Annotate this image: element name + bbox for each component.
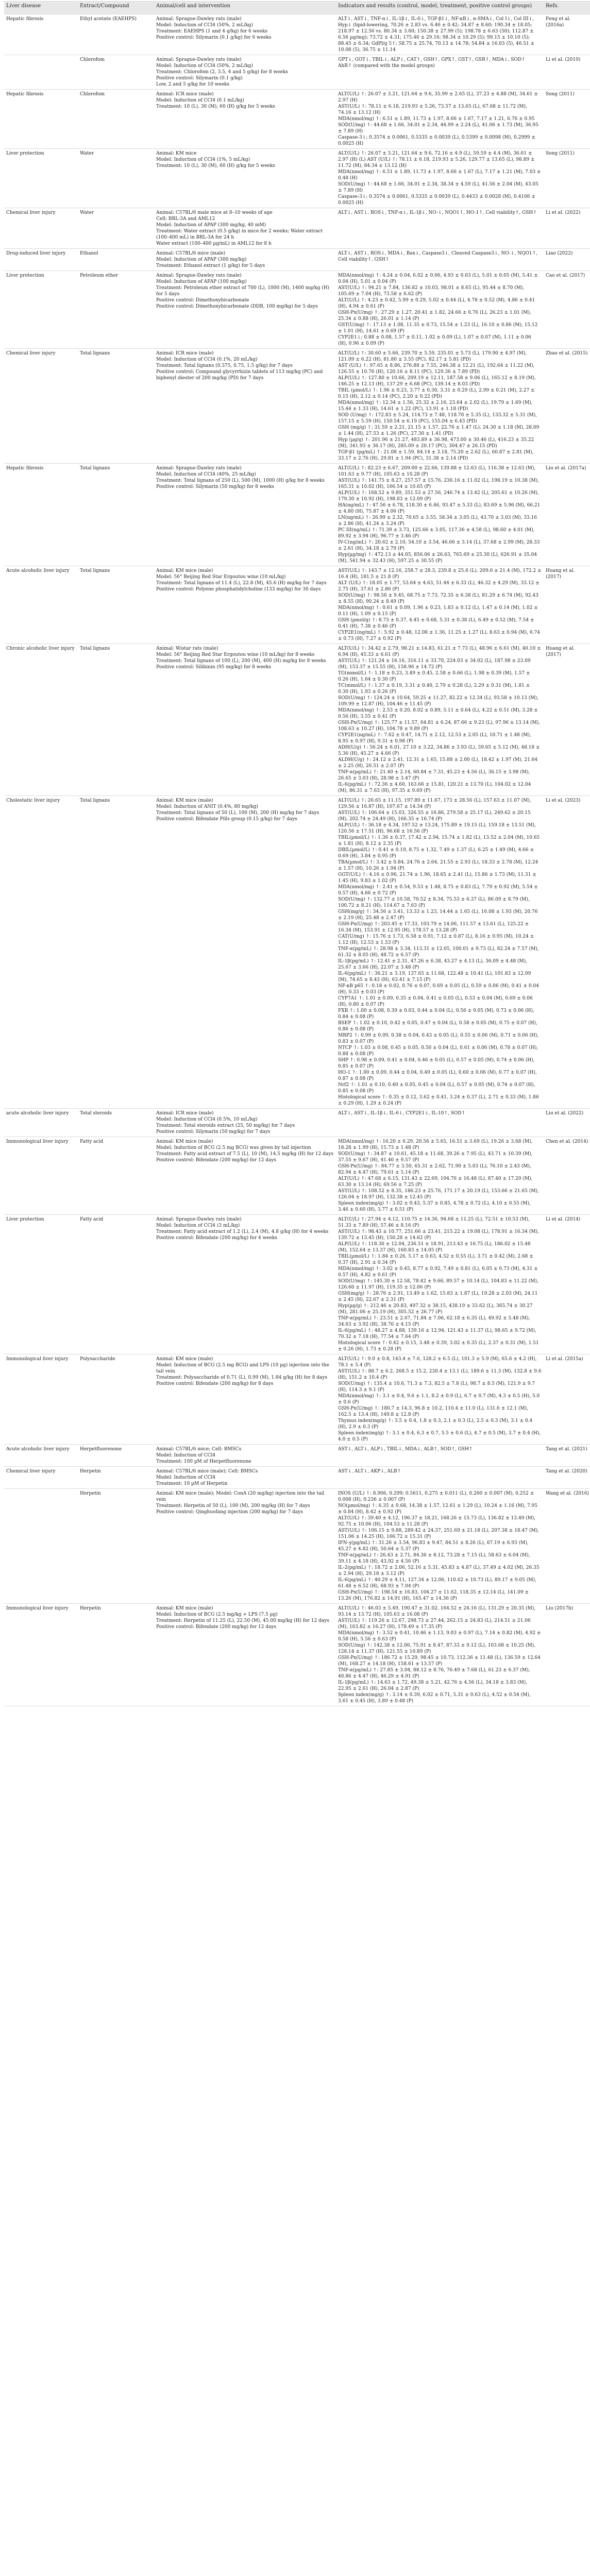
table-row bbox=[4, 249, 590, 271]
row-extract: Total lignans bbox=[80, 351, 110, 356]
table-row bbox=[4, 90, 590, 149]
row-extract: Fatty acid bbox=[80, 1139, 104, 1144]
row-refs: Song (2011) bbox=[546, 151, 575, 156]
row-extract-cell bbox=[78, 1604, 154, 1706]
row-results-cell bbox=[336, 1354, 544, 1445]
row-refs-cell bbox=[544, 1354, 590, 1445]
row-results: ALT(U/L) ↑: 26.65 ± 11.15, 197.89 ± 11.67, 173 ± 28.56 (L), 157.63 ± 11.07 (M), 129.56 ± 16.87 (H), 107.67 ± 14.34 (P) AST(U/L) ↑: 106.64 ± 15.03, 326.55 ± 16.86, 279.58 ± 25.17 (L), 249.62 ± 20.15 (M), 202.74 ± 24.49 (H), 166.35 ± 16.74 (P) ALP(U/L) ↑: 36.18 ± 4.34, 197.52 ± 13.24, 175.89 ± 19.15 (L), 159.18 ± 13.51 (M), 120.56 ± 17.51 (H), 96.68 ± 16.56 (P) TBIL(µmol/L) ↑: 1.36 ± 0.37, 17.42 ± 2.94, 15.74 ± 1.82 (L), 13.52 ± 2.04 (M), 10.65 ± 1.81 (H), 8.12 ± 2.35 (P) DBIL(µmol/L) ↑: 0.41 ± 0.19, 8.75 ± 1.32, 7.49 ± 1.37 (L), 6.25 ± 1.49 (M), 4.66 ± 0.69 (H), 3.84 ± 0.95 (P) TBA(µmol/L) ↑: 3.42 ± 0.84, 24.76 ± 2.64, 21.55 ± 2.93 (L), 18.33 ± 2.78 (M), 12.24 ± 1.57 (H), 10.26 ± 1.94 (P) GGT(U/L) ↑: 4.16 ± 0.96, 21.74 ± 1.96, 18.65 ± 2.41 (L), 15.86 ± 1.73 (M), 11.31 ± 1.45 (H), 9.83 ± 1.02 (P) MDA(nmol/mg) ↑: 2.41 ± 0.54, 9.53 ± 1.48, 8.75 ± 0.83 (L), 7.79 ± 0.92 (M), 5.54 ± 0.57 (H), 4.66 ± 0.72 (P) SOD(U/mg) ↑: 132.77 ± 10.58, 70.52 ± 8.34, 75.53 ± 6.37 (L), 86.09 ± 8.79 (M), 100.72 ± 8.21 (H), 114.67 ± 7.63 (P) GSH(mg/g) ↑: 34.56 ± 3.41, 13.33 ± 1.23, 14.44 ± 1.65 (L), 16.08 ± 1.93 (M), 20.76 ± 2.19 (H), 25.48 ± 2.47 (P) GSH-Px(U/mg) ↑: 203.45 ± 17.33, 103.79 ± 14.06, 111.57 ± 13.61 (L), 125.22 ± 16.34 (M), 153.91 ± 12.95 (H), 178.57 ± 13.28 (P) CAT(U/mg) ↑: 15.76 ± 1.73, 6.58 ± 0.91, 7.12 ± 0.87 (L), 8.16 ± 0.95 (M), 10.24 ± 1.12 (H), 12.53 ± 1.53 (P) TNF-α(pg/mL) ↑: 28.98 ± 3.34, 113.31 ± 12.05, 100.01 ± 9.73 (L), 82.24 ± 7.57 (M), 61.32 ± 8.05 (H), 48.72 ± 6.57 (P) IL-1β(pg/mL) ↑: 12.41 ± 2.31, 47.26 ± 6.38, 43.27 ± 4.13 (L), 36.09 ± 4.48 (M), 25.67 ± 3.66 (H), 22.07 ± 3.48 (P) IL-6(pg/mL) ↑: 36.21 ± 3.19, 137.65 ± 11.68, 122.48 ± 10.41 (L), 101.83 ± 12.09 (M), 74.65 ± 8.43 (H), 63.41 ± 7.15 (P) NF-κB p65 ↑: 0.18 ± 0.02, 0.76 ± 0.07, 0.69 ± 0.05 (L), 0.59 ± 0.06 (M), 0.41 ± 0.04 (H), 0.33 ± 0.03 (P) CYP7A1 ↑: 1.01 ± 0.09, 0.35 ± 0.04, 0.41 ± 0.05 (L), 0.53 ± 0.04 (M), 0.69 ± 0.06 (H), 0.80 ± 0.07 (P) FXR ↑: 1.00 ± 0.08, 0.39 ± 0.03, 0.44 ± 0.04 (L), 0.56 ± 0.05 (M), 0.73 ± 0.06 (H), 0.84 ± 0.08 (P) BSEP ↑: 1.02 ± 0.10, 0.42 ± 0.05, 0.47 ± 0.04 (L), 0.58 ± 0.05 (M), 0.75 ± 0.07 (H), 0.86 ± 0.08 (P) MRP2 ↑: 0.99 ± 0.09, 0.38 ± 0.04, 0.43 ± 0.05 (L), 0.55 ± 0.06 (M), 0.71 ± 0.06 (H), 0.83 ± 0.07 (P) NTCP ↑: 1.03 ± 0.08, 0.45 ± 0.05, 0.50 ± 0.04 (L), 0.61 ± 0.06 (M), 0.78 ± 0.07 (H), 0.88 ± 0.08 (P) SHP ↑: 0.98 ± 0.09, 0.41 ± 0.04, 0.46 ± 0.05 (L), 0.57 ± 0.05 (M), 0.74 ± 0.06 (H), 0.85 ± 0.07 (P) HO-1 ↑: 1.00 ± 0.09, 0.44 ± 0.04, 0.49 ± 0.05 (L), 0.60 ± 0.06 (M), 0.77 ± 0.07 (H), 0.87 ± 0.08 (P) Nrf2 ↑: 1.01 ± 0.10, 0.40 ± 0.05, 0.45 ± 0.04 (L), 0.57 ± 0.05 (M), 0.74 ± 0.07 (H), 0.85 ± 0.08 (P) Histological score ↑: 0.35 ± 0.12, 3.62 ± 0.41, 3.24 ± 0.37 (L), 2.71 ± 0.33 (M), 1.86 ± 0.29 (H), 1.29 ± 0.24 (P) bbox=[338, 798, 540, 1106]
row-results: ALT(U/L) ↑: 26.07 ± 3.21, 121.64 ± 9.6, 72.16 ± 4.9 (L), 59.59 ± 4.4 (M), 36.61 ± 2.97 (H) (L) AST (U/L) ↑: 78.11 ± 6.18, 219.93 ± 5.26, 129.77 ± 13.65 (L), 98.89 ± 11.72 (M), 84.34 ± 13.12 (H) MDA(nmol/mg) ↑: 6.51 ± 1.89, 11.73 ± 1.97, 8.66 ± 1.67 (L), 7.17 ± 1.21 (M), 7.03 ± 0.48 (H) SOD(U/mg) ↑: 44.68 ± 1.66, 34.01 ± 2.34, 38.34 ± 4.59 (L), 41.56 ± 2.04 (M), 43.05 ± 7.89 (H) Caspase-3↓; 0.3574 ± 0.0061, 0.5335 ± 0.0039 (L), 0.4433 ± 0.0028 (M), 0.4106 ± 0.0025 (H) bbox=[338, 151, 541, 206]
row-results: MDA(nmol/mg) ↑: 16.20 ± 6.29, 20.56 ± 5.65, 16.51 ± 3.69 (L), 19.26 ± 3.68 (M), 18.28 ± 1.99 (H), 15.73 ± 1.48 (P) SOD(U/mg) ↑: 34.87 ± 10.61, 45.18 ± 11.68, 39.26 ± 7.95 (L), 43.71 ± 10.39 (M), 37.55 ± 9.67 (H), 41.40 ± 9.57 (P) GSH-Px(U/mg) ↑: 84.77 ± 3.50, 65.31 ± 2.62, 71.90 ± 5.03 (L), 76.10 ± 2.43 (M), 82.94 ± 4.47 (H), 79.61 ± 5.14 (P) ALT(U/L) ↑: 47.68 ± 6.15, 131.43 ± 22.69, 104.76 ± 16.48 (L), 87.40 ± 17.20 (M), 63.30 ± 13.14 (H), 69.56 ± 7.25 (P) AST(U/L) ↑: 108.52 ± 8.35, 186.23 ± 25.76, 171.17 ± 20.19 (L), 153.66 ± 21.65 (M), 126.04 ± 18.97 (H), 132.38 ± 12.45 (P) Spleen index(mg/g) ↑: 3.02 ± 0.43, 5.37 ± 0.85, 4.78 ± 0.72 (L), 4.10 ± 0.55 (M), 3.46 ± 0.60 (H), 3.77 ± 0.51 (P) bbox=[338, 1139, 539, 1212]
row-intervention: Animal: Sprague-Dawley rats (male) Model: Induction of CCl4 (50%, 2 mL/kg) Treatment: Chlorofom (2, 3.5, 4 and 5 g/kg) for 8 weeks Positive control: Silymarin (0.1 g/kg) Low, 2 and 5 g/kg for 10 weeks bbox=[156, 57, 288, 87]
row-refs-cell bbox=[544, 208, 590, 249]
row-intervention-cell bbox=[154, 271, 336, 349]
row-extract: Herpetin bbox=[80, 1491, 101, 1496]
row-extract: Chlorofom bbox=[80, 57, 105, 62]
table-row bbox=[4, 566, 590, 644]
row-extract-cell bbox=[78, 464, 154, 566]
row-results: ALT(U/L) ↑: 26.07 ± 3.21, 121.64 ± 9.6, 35.99 ± 2.65 (L), 37.23 ± 4.88 (M), 34.61 ± 2.97 (H) AST(U/L) ↑: 78.11 ± 6.18, 219.93 ± 5.26, 73.57 ± 13.65 (L), 67.68 ± 11.72 (M), 74.16 ± 13.12 (H) MDA(nmol/mg) ↑: 6.51 ± 1.89, 11.73 ± 1.97, 8.66 ± 1.67, 7.17 ± 1.21, 6.76 ± 0.95 SOD(U/mg) ↑: 44.68 ± 1.66, 34.01 ± 2.34, 44.99 ± 2.24 (L), 41.06 ± 1.73 (M), 36.95 ± 7.89 (H) Caspase-3↓; 0.3574 ± 0.0061, 0.5335 ± 0.0039 (L), 0.5399 ± 0.0098 (M), 0.2999 ± 0.0025 (H) bbox=[338, 92, 538, 146]
row-intervention: Animal: KM mice (male) Model: Induction of BCG (2.5 mg BCG) was given by tail injection Treatment: Fatty acid extract of 7.5 (L), 10 (M), 14.5 mg/kg (H) for 12 days Positive control: Bifendate (200 mg/kg) for 12 days bbox=[156, 1139, 333, 1163]
row-extract-cell bbox=[78, 90, 154, 149]
row-intervention-cell bbox=[154, 1354, 336, 1445]
row-disease: Immunological liver injury bbox=[6, 1357, 69, 1362]
row-intervention-cell bbox=[154, 1489, 336, 1604]
row-extract-cell bbox=[78, 208, 154, 249]
row-intervention-cell bbox=[154, 90, 336, 149]
row-results: ALT(U/L) ↑: 9.0 ± 0.8, 143.4 ± 7.6, 128.2 ± 6.5 (L), 101.3 ± 5.9 (M), 65.6 ± 4.2 (H), 78.1 ± 5.4 (P) AST(U/L) ↑: 88.7 ± 6.2, 268.5 ± 15.2, 230.4 ± 13.1 (L), 189.6 ± 11.3 (M), 132.8 ± 9.6 (H), 151.2 ± 10.4 (P) SOD(U/mg) ↑: 135.4 ± 10.6, 71.3 ± 7.3, 82.5 ± 7.8 (L), 98.7 ± 8.5 (M), 121.9 ± 9.7 (H), 114.3 ± 9.1 (P) MDA(nmol/mg) ↑: 3.1 ± 0.4, 9.6 ± 1.1, 8.2 ± 0.9 (L), 6.7 ± 0.7 (M), 4.3 ± 0.5 (H), 5.0 ± 0.6 (P) GSH-Px(U/mg) ↑: 180.7 ± 14.3, 96.8 ± 10.2, 110.4 ± 11.0 (L), 131.6 ± 12.1 (M), 162.5 ± 13.4 (H), 149.8 ± 12.8 (P) Thymus index(mg/g) ↑: 3.5 ± 0.4, 1.8 ± 0.3, 2.1 ± 0.3 (L), 2.5 ± 0.3 (M), 3.1 ± 0.4 (H), 2.9 ± 0.3 (P) Spleen index(mg/g) ↑: 3.1 ± 0.4, 6.3 ± 0.7, 5.5 ± 0.6 (L), 4.7 ± 0.5 (M), 3.7 ± 0.4 (H), 4.0 ± 0.5 (P) bbox=[338, 1357, 542, 1442]
row-refs-cell bbox=[544, 566, 590, 644]
row-disease-cell bbox=[4, 249, 78, 271]
row-refs: Cao et al. (2017) bbox=[546, 273, 585, 278]
row-intervention: Animal: C57BL/6 mice (male); Cell: BMSCs Model: Induction of CCl4 Treatment: 10 µM of Herpetin bbox=[156, 1469, 258, 1486]
row-disease-cell bbox=[4, 1215, 78, 1354]
row-refs: Li et al. (2022) bbox=[546, 210, 581, 215]
row-disease-cell bbox=[4, 1489, 78, 1604]
row-results: ALT↓, AST↓, TNF-α↓, IL-1β↓, IL-6↓, TGF-β1↓, NF-κB↓, α-SMA↓, Col I↓, Col III↓, Hyp↓ (lipid-lowering, 70.26 ± 2.83 vs. 6.46 ± 0.42; 34.87 ± 8.60; 190.34 ± 18.05; 218.97 ± 12.56 vs. 80.34 ± 3.60; 150.38 ± 27.99 (5); 198.78 ± 6.63 (50); 112.87 ± 6.56 µg/mg); 73.72 ± 4.31; 175.46 ± 29.16; 98.34 ± 10.29 (5); 99.15 ± 10.10 (5); 88.45 ± 6.34; GdPl/g 5↑; 58.75 ± 25.74, 70.13 ± 14.78; 54.84 ± 16.03 (5), 46.51 ± 10.08 (5), 36.75 ± 11.14 bbox=[338, 16, 535, 53]
row-disease: Hepatic fibrosis bbox=[6, 466, 44, 471]
row-results-cell bbox=[336, 55, 544, 90]
row-refs-cell bbox=[544, 90, 590, 149]
table-row bbox=[4, 208, 590, 249]
row-intervention-cell bbox=[154, 644, 336, 796]
row-refs-cell bbox=[544, 14, 590, 55]
row-refs-cell bbox=[544, 1604, 590, 1706]
row-refs: Zhao et al. (2015) bbox=[546, 351, 588, 356]
table-row bbox=[4, 1445, 590, 1467]
table-row bbox=[4, 271, 590, 349]
row-refs: Liu et al. (2022) bbox=[546, 1111, 584, 1116]
row-intervention-cell bbox=[154, 249, 336, 271]
row-intervention-cell bbox=[154, 1604, 336, 1706]
row-intervention: Animal: KM mice (male) Model: Induction of BCG (2.5 mg/kg + LPS (7.5 µg) Treatment: Herpetin of 11.25 (L), 22.50 (M), 45.00 mg/kg (H) for 12 days Positive control: Bifendate (200 mg/kg) for 12 days bbox=[156, 1606, 329, 1630]
row-results-cell bbox=[336, 1445, 544, 1467]
row-intervention-cell bbox=[154, 1445, 336, 1467]
row-results: ALT(U/L) ↑: 30.60 ± 5.66, 239.70 ± 5.59, 235.01 ± 5.73 (L), 179.90 ± 4.97 (M), 121.09 ± 6.22 (H), 81.80 ± 3.55 (PC), 82.17 ± 5.81 (PD) AST (U/L) ↑: 97.65 ± 8.86, 276.88 ± 7.55, 246.38 ± 12.21 (L), 192.64 ± 11.22 (M), 126.55 ± 10.76 (H), 120.16 ± 8.11 (PC), 129.36 ± 7.89 (PD) ALP(U/L) ↑: 127.80 ± 10.66, 209.19 ± 12.11, 187.58 ± 9.06 (L), 165.12 ± 8.19 (M), 146.25 ± 12.13 (H), 137.29 ± 6.68 (PC), 139.14 ± 8.03 (PD) TBIL (µmol/L) ↑: 1.96 ± 0.23, 3.77 ± 0.30, 3.31 ± 0.29 (L), 2.99 ± 0.21 (M), 2.27 ± 0.15 (H), 2.12 ± 0.14 (PC), 2.20 ± 0.22 (PD) MDA(nmol/mg) ↑: 12.34 ± 1.56, 25.32 ± 2.16, 23.64 ± 2.02 (L), 19.79 ± 1.69 (M), 15.44 ± 1.33 (H), 14.61 ± 1.22 (PC), 13.91 ± 1.18 (PD) SOD (U/mg) ↑: 172.83 ± 5.24, 114.73 ± 7.48, 118.70 ± 5.35 (L), 133.32 ± 5.31 (M), 157.15 ± 5.59 (H), 150.54 ± 6.19 (PC), 155.04 ± 6.43 (PD) GSH (mg/g) ↑: 31.59 ± 2.21, 21.15 ± 1.57, 22.76 ± 1.47 (L), 24.30 ± 1.18 (M), 28.09 ± 1.44 (H), 27.53 ± 1.26 (PC), 27.30 ± 1.41 (PD) Hyp (µg/g) ↑: 201.96 ± 21.27, 483.89 ± 36.98, 473.00 ± 30.46 (L), 416.23 ± 35.22 (M), 341.93 ± 36.17 (H), 285.09 ± 20.17 (PC), 304.47 ± 26.15 (PD) TGF-β1 (pg/mL) ↑: 21.08 ± 1.59, 84.14 ± 3.18, 75.20 ± 2.62 (L), 60.87 ± 2.81 (M), 33.17 ± 2.76 (H), 29.81 ± 1.94 (PC), 31.38 ± 2.14 (PD) bbox=[338, 351, 540, 461]
row-disease: Liver protection bbox=[6, 273, 44, 278]
row-intervention: Animal: ICR mice (male) Model: Induction of CCl4 (0.1 mL/kg) Treatment: 10 (L), 30 (M), 60 (H) g/kg for 5 weeks bbox=[156, 92, 275, 109]
row-extract: Total lignans bbox=[80, 798, 110, 803]
table-row bbox=[4, 1215, 590, 1354]
row-refs: Li et al. (2015a) bbox=[546, 1357, 583, 1362]
row-disease: Acute alcoholic liver injury bbox=[6, 1447, 70, 1452]
row-results-cell bbox=[336, 208, 544, 249]
row-extract: Fatty acid bbox=[80, 1217, 104, 1222]
row-refs: Li et al. (2023) bbox=[546, 798, 581, 803]
row-intervention-cell bbox=[154, 1109, 336, 1137]
row-extract-cell bbox=[78, 1467, 154, 1489]
row-disease: Immunological liver injury bbox=[6, 1139, 69, 1144]
row-results: ALT↓, AST↓, ROS↓, TNF-α↓, IL-1β↓, NO-↓, NQO1↑, HO-1↑, Cell viability↑, GSH↑ bbox=[338, 210, 537, 215]
row-disease: acute alcoholic liver injury bbox=[6, 1111, 69, 1116]
row-results: ALT(U/L) ↑: 46.03 ± 5.49, 190.47 ± 31.02, 164.52 ± 24.16 (L), 131.29 ± 20.35 (M), 93.14 ± 13.72 (H), 105.63 ± 16.08 (P) AST(U/L) ↑: 119.26 ± 12.67, 298.73 ± 27.44, 262.15 ± 24.83 (L), 214.51 ± 21.06 (M), 163.82 ± 16.27 (H), 178.49 ± 17.35 (P) MDA(nmol/mg) ↑: 3.52 ± 0.41, 10.46 ± 1.13, 9.03 ± 0.97 (L), 7.14 ± 0.82 (M), 4.92 ± 0.58 (H), 5.56 ± 0.63 (P) SOD(U/mg) ↑: 142.38 ± 12.06, 75.91 ± 8.47, 87.33 ± 9.12 (L), 103.68 ± 10.25 (M), 128.14 ± 11.37 (H), 121.55 ± 10.89 (P) GSH-Px(U/mg) ↑: 186.72 ± 15.29, 98.45 ± 10.73, 112.36 ± 11.48 (L), 136.59 ± 12.64 (M), 168.27 ± 14.18 (H), 158.61 ± 13.57 (P) TNF-α(pg/mL) ↑: 27.85 ± 3.04, 88.12 ± 8.76, 76.49 ± 7.68 (L), 61.23 ± 6.37 (M), 40.86 ± 4.47 (H), 46.29 ± 4.91 (P) IL-1β(pg/mL) ↑: 14.63 ± 1.72, 49.38 ± 5.21, 42.76 ± 4.56 (L), 34.18 ± 3.83 (M), 22.95 ± 2.61 (H), 26.04 ± 2.87 (P) Spleen index(mg/g) ↑: 3.14 ± 0.39, 6.02 ± 0.71, 5.31 ± 0.63 (L), 4.52 ± 0.54 (M), 3.61 ± 0.45 (H), 3.89 ± 0.48 (P) bbox=[338, 1606, 541, 1704]
row-extract: Water bbox=[80, 151, 94, 156]
row-results-cell bbox=[336, 249, 544, 271]
row-results-cell bbox=[336, 349, 544, 464]
row-results-cell bbox=[336, 1489, 544, 1604]
row-extract: Herpetin bbox=[80, 1606, 101, 1611]
row-results: ALT(U/L) ↑: 34.42 ± 2.79, 98.21 ± 14.83, 61.21 ± 7.73 (L), 48.96 ± 6.61 (M), 40.10 ± 6.94 (H), 45.33 ± 6.61 (P) AST(U/L) ↑: 121.24 ± 16.16, 316.11 ± 33.70, 224.03 ± 34.02 (L), 187.98 ± 23.09 (M), 153.37 ± 15.55 (H), 158.96 ± 14.72 (P) TG(mmol/L) ↑: 1.18 ± 0.23, 3.49 ± 0.45, 2.58 ± 0.66 (L), 1.98 ± 0.39 (M), 1.57 ± 0.26 (H), 1.64 ± 0.30 (P) TC(mmol/L) ↑: 1.37 ± 0.19, 3.31 ± 0.40, 2.79 ± 0.28 (L), 2.29 ± 0.31 (M), 1.81 ± 0.30 (H), 1.93 ± 0.26 (P) SOD(U/mg) ↑: 124.24 ± 10.64, 59.25 ± 11.27, 82.22 ± 12.34 (L), 93.58 ± 10.13 (M), 109.99 ± 12.87 (H), 104.46 ± 11.45 (P) MDA(nmol/mg) ↑: 2.53 ± 0.20, 8.02 ± 0.89, 5.11 ± 0.64 (L), 4.22 ± 0.51 (M), 3.28 ± 0.56 (H), 3.55 ± 0.41 (P) GSH-Px(U/mg) ↑: 125.77 ± 11.57, 64.81 ± 6.24, 87.66 ± 9.23 (L), 97.96 ± 13.14 (M), 108.63 ± 10.27 (H), 104.78 ± 9.89 (P) CYP2E1(ng/mL) ↑: 7.62 ± 0.47, 14.71 ± 2.12, 12.53 ± 2.05 (L), 10.71 ± 1.48 (M), 8.95 ± 0.97 (H), 9.31 ± 0.98 (P) ADH(U/g) ↑: 56.24 ± 6.01, 27.10 ± 3.22, 34.86 ± 3.93 (L), 39.65 ± 5.12 (M), 48.18 ± 5.36 (H), 45.27 ± 4.66 (P) ALDH(U/g) ↑: 24.12 ± 2.41, 12.31 ± 1.65, 15.88 ± 2.00 (L), 18.42 ± 1.97 (M), 21.64 ± 2.25 (H), 20.51 ± 2.07 (P) TNF-α(pg/mL) ↑: 21.40 ± 2.14, 60.84 ± 7.31, 45.23 ± 4.56 (L), 36.15 ± 3.98 (M), 26.65 ± 3.03 (H), 28.98 ± 3.47 (P) IL-6(pg/mL) ↑: 72.36 ± 4.60, 163.66 ± 15.81, 120.21 ± 13.70 (L), 104.02 ± 12.04 (M), 86.31 ± 7.63 (H), 97.35 ± 9.69 (P) bbox=[338, 646, 541, 793]
row-refs: Wang et al. (2016) bbox=[546, 1491, 589, 1496]
row-intervention: Animal: Wistar rats (male) Model: 56° Beijing Red Star Ergoutou wine (10 mL/kg) for 8 weeks Treatment: Total lignans of 100 (L), 200 (M), 400 (H) mg/kg for 8 weeks Positive control: Silibinin (95 mg/kg) for 8 weeks bbox=[156, 646, 326, 670]
row-disease: Chemical liver injury bbox=[6, 351, 56, 356]
row-disease: Immunological liver injury bbox=[6, 1606, 69, 1611]
row-results-cell bbox=[336, 1467, 544, 1489]
row-refs-cell bbox=[544, 1137, 590, 1215]
row-extract-cell bbox=[78, 1109, 154, 1137]
row-refs-cell bbox=[544, 349, 590, 464]
row-disease-cell bbox=[4, 1137, 78, 1215]
row-intervention-cell bbox=[154, 55, 336, 90]
row-results: ALT↓, AST↓, IL-1β↓, IL-6↓, CYP2E1↓, IL-10↑, SOD↑ bbox=[338, 1111, 466, 1116]
row-disease-cell bbox=[4, 349, 78, 464]
row-extract: Herpetfluorenone bbox=[80, 1447, 122, 1452]
row-disease-cell bbox=[4, 90, 78, 149]
row-intervention: Animal: KM mice (male); Model: ConA (20 mg/kg) injection into the tail vein Treatment: Herpetin of 50 (L), 100 (M), 200 mg/kg (H) for 7 days Positive control: Qinghuofang injection (200 mg/kg) for 7 days bbox=[156, 1491, 325, 1515]
row-disease-cell bbox=[4, 208, 78, 249]
row-intervention: Animal: ICR mice (male) Model: Induction of CCl4 (0.5%, 10 mL/kg) Treatment: Total steroids extract (25, 50 mg/kg) for 7 days Positive control: Silymarin (50 mg/kg) for 7 days bbox=[156, 1111, 295, 1134]
row-intervention: Animal: ICR mice (male) Model: Induction of CCl4 (0.1%, 20 mL/kg) Treatment: Total lignans (0.375, 0.75, 1.5 g/kg) for 7 days Positive control: Compound glycyrrhizin tablets of 113 mg/kg (PC) and biphenyl diester of 200 mg/kg (PD) for 7 days bbox=[156, 351, 323, 381]
row-extract: Chlorofom bbox=[80, 92, 105, 97]
row-results: ALT(U/L) ↑: 82.23 ± 6.67, 209.00 ± 22.66, 139.88 ± 12.63 (L), 116.38 ± 12.63 (M), 101.63 ± 9.77 (H), 105.63 ± 10.28 (P) AST(U/L) ↑: 141.75 ± 8.27, 257.57 ± 15.76, 236.16 ± 11.02 (L), 198.19 ± 10.38 (M), 165.31 ± 10.02 (H), 166.54 ± 10.65 (P) ALP(U/L) ↑: 168.52 ± 9.89, 351.53 ± 27.56, 246.74 ± 13.42 (L), 205.61 ± 10.26 (M), 179.30 ± 10.92 (H), 198.03 ± 12.09 (P) HA(ng/mL) ↑: 47.56 ± 6.78, 118.30 ± 6.46, 93.47 ± 5.33 (L), 83.69 ± 5.96 (M), 66.21 ± 4.80 (H), 75.87 ± 4.06 (P) LN(ng/mL) ↑: 26.99 ± 2.32, 70.65 ± 3.55, 58.34 ± 3.05 (L), 43.70 ± 3.03 (M), 33.16 ± 2.86 (H), 41.24 ± 3.24 (P) PC III(ng/mL) ↑: 71.39 ± 3.73, 125.66 ± 3.05, 117.36 ± 4.58 (L), 98.60 ± 4.01 (M), 89.92 ± 3.94 (H), 96.77 ± 3.46 (P) IV-C(ng/mL) ↑: 20.62 ± 2.10, 54.10 ± 3.54, 46.66 ± 3.14 (L), 37.68 ± 2.99 (M), 28.33 ± 2.61 (H), 34.18 ± 2.79 (P) Hyp(µg/mg) ↑: 472.13 ± 44.05, 856.06 ± 26.63, 765.69 ± 25.30 (L), 626.91 ± 35.04 (M), 541.94 ± 32.43 (H), 597.25 ± 30.55 (P) bbox=[338, 466, 541, 564]
row-refs-cell bbox=[544, 1445, 590, 1467]
row-disease: Chemical liver injury bbox=[6, 210, 56, 215]
table-row bbox=[4, 1604, 590, 1706]
row-intervention-cell bbox=[154, 349, 336, 464]
row-results: MDA(nmol/mg) ↑: 4.24 ± 0.04, 6.02 ± 0.06, 4.93 ± 0.03 (L), 5.01 ± 0.05 (M), 5.41 ± 0.04 (H), 5.01 ± 0.04 (P) AST(U/L) ↑: 94.21 ± 7.84, 136.82 ± 10.03, 98.01 ± 8.65 (L), 95.44 ± 8.70 (M), 105.69 ± 7.04 (H), 73.58 ± 6.62 (P) ALT(U/L) ↑: 4.23 ± 0.42, 5.99 ± 0.29, 5.02 ± 0.44 (L), 4.78 ± 0.52 (M), 4.86 ± 0.41 (H), 4.94 ± 0.61 (P) GSH-Px(U/mg) ↑: 27.29 ± 1.27, 20.41 ± 1.82, 24.66 ± 0.76 (L), 26.23 ± 1.01 (M), 25.34 ± 0.88 (H), 26.01 ± 1.14 (P) GST(U/mg) ↑: 17.13 ± 1.08, 11.35 ± 0.73, 15.54 ± 1.23 (L), 16.10 ± 0.86 (M), 15.12 ± 1.01 (H), 14.61 ± 0.69 (P) CYP2E1↓; 0.88 ± 0.08, 1.57 ± 0.11, 1.02 ± 0.09 (L), 1.07 ± 0.07 (M), 1.11 ± 0.06 (H), 0.96 ± 0.09 (P) bbox=[338, 273, 538, 346]
table-row bbox=[4, 1109, 590, 1137]
row-disease: Liver protection bbox=[6, 1217, 44, 1222]
row-disease-cell bbox=[4, 464, 78, 566]
row-extract-cell bbox=[78, 566, 154, 644]
row-disease-cell bbox=[4, 271, 78, 349]
row-refs-cell bbox=[544, 1215, 590, 1354]
row-refs-cell bbox=[544, 249, 590, 271]
row-results-cell bbox=[336, 796, 544, 1109]
row-extract: Water bbox=[80, 210, 94, 215]
row-refs: Song (2011) bbox=[546, 92, 575, 97]
row-intervention: Animal: Sprague-Dawley rats (male) Model: Induction of CCl4 (3 mL/kg) Treatment: Fatty acid extract of 1.2 (L), 2.4 (M), 4.8 g/kg (H) for 4 weeks Positive control: Bifendate (200 mg/kg) for 4 weeks bbox=[156, 1217, 329, 1241]
table-body bbox=[4, 14, 590, 1706]
row-disease-cell bbox=[4, 1467, 78, 1489]
row-extract: Polysaccharide bbox=[80, 1357, 115, 1362]
row-refs: Liao (2022) bbox=[546, 251, 573, 256]
row-extract: Petroleum ether bbox=[80, 273, 119, 278]
table-row bbox=[4, 349, 590, 464]
row-results: AST↓, ALT↓, ALP↓, TBIL↓, MDA↓, ALB↑, SOD↑, GSH↑ bbox=[338, 1447, 473, 1452]
row-refs-cell bbox=[544, 644, 590, 796]
row-extract-cell bbox=[78, 1354, 154, 1445]
row-extract-cell bbox=[78, 1445, 154, 1467]
table-row bbox=[4, 1354, 590, 1445]
row-extract: Total lignans bbox=[80, 646, 110, 651]
row-intervention: Animal: C57BL/6 mice (male) Model: Induction of APAP (300 mg/kg) Treatment: Ethanol extract (1 g/kg) for 5 days bbox=[156, 251, 265, 268]
row-intervention: Animal: C57BL/6 mice; Cell: BMSCs Model: Induction of CCl4 Treatment: 100 µM of Herpetfluorenone bbox=[156, 1447, 251, 1464]
table-row bbox=[4, 1467, 590, 1489]
row-refs-cell bbox=[544, 55, 590, 90]
row-disease-cell bbox=[4, 55, 78, 90]
row-intervention-cell bbox=[154, 796, 336, 1109]
table-row bbox=[4, 55, 590, 90]
row-results: AST(U/L) ↑: 143.7 ± 12.16, 258.7 ± 28.3, 239.8 ± 25.6 (L), 209.6 ± 21.4 (M), 172.2 ± 16.4 (H), 181.5 ± 21.8 (P) ALT (U/L) ↑: 18.05 ± 1.77, 53.64 ± 4.63, 51.44 ± 6.33 (L), 46.32 ± 4.29 (M), 33.12 ± 2.75 (H), 37.61 ± 2.86 (P) SOD(U/mg) ↑: 98.56 ± 9.45, 68.75 ± 7.73, 72.35 ± 6.38 (L), 81.29 ± 6.74 (M), 92.43 ± 8.55 (H), 90.24 ± 8.49 (P) MDA(nmol/mg) ↑: 0.61 ± 0.09, 1.96 ± 0.23, 1.83 ± 0.12 (L), 1.47 ± 0.14 (M), 1.02 ± 0.11 (H), 1.09 ± 0.15 (P) GSH (µmol/g) ↑: 8.73 ± 0.37, 4.45 ± 0.68, 5.31 ± 0.38 (L), 6.49 ± 0.52 (M), 7.54 ± 0.41 (H), 7.38 ± 0.46 (P) CYP2E1(ng/mL) ↑: 5.92 ± 0.48, 12.08 ± 1.36, 11.25 ± 1.27 (L), 8.63 ± 0.94 (M), 6.74 ± 0.73 (H), 7.27 ± 0.92 (P) bbox=[338, 568, 542, 641]
row-intervention-cell bbox=[154, 208, 336, 249]
table-row bbox=[4, 1137, 590, 1215]
row-extract: Ethyl acetate (EAEHPS) bbox=[80, 16, 137, 22]
row-disease-cell bbox=[4, 1109, 78, 1137]
row-intervention-cell bbox=[154, 149, 336, 208]
header-refs: Refs. bbox=[544, 2, 590, 14]
header-results: Indicators and results (control, model, treatment, positive control groups) bbox=[336, 2, 544, 14]
row-extract-cell bbox=[78, 1137, 154, 1215]
row-refs-cell bbox=[544, 1109, 590, 1137]
row-disease-cell bbox=[4, 796, 78, 1109]
row-disease-cell bbox=[4, 14, 78, 55]
row-extract-cell bbox=[78, 796, 154, 1109]
row-disease: Cholestatic liver injury bbox=[6, 798, 60, 803]
row-results-cell bbox=[336, 14, 544, 55]
row-intervention-cell bbox=[154, 14, 336, 55]
header-extract: Extract/Compound bbox=[78, 2, 154, 14]
row-results-cell bbox=[336, 149, 544, 208]
row-extract-cell bbox=[78, 349, 154, 464]
row-refs-cell bbox=[544, 1489, 590, 1604]
row-refs-cell bbox=[544, 1467, 590, 1489]
row-results-cell bbox=[336, 1604, 544, 1706]
row-results-cell bbox=[336, 644, 544, 796]
row-refs-cell bbox=[544, 271, 590, 349]
row-results: INOS (U/L) ↑: 8.906, 0.299; 0.5611, 0.275 ± 0.011 (L), 0.260 ± 0.007 (M), 0.252 ± 0.008 (H), 0.236 ± 0.007 (P) NO(µmol/mg) ↑: 6.35 ± 0.68, 14.38 ± 1.57, 12.61 ± 1.29 (L), 10.24 ± 1.16 (M), 7.95 ± 0.84 (H), 8.42 ± 0.92 (P) ALT(U/L) ↑: 39.40 ± 4.12, 196.37 ± 18.21, 168.26 ± 15.73 (L), 136.82 ± 13.49 (M), 92.75 ± 10.06 (H), 104.53 ± 11.28 (P) AST(U/L) ↑: 106.15 ± 9.88, 289.42 ± 24.37, 251.69 ± 21.18 (L), 207.38 ± 18.47 (M), 151.06 ± 14.25 (H), 166.72 ± 15.31 (P) IFN-γ(pg/mL) ↑: 31.26 ± 3.54, 96.83 ± 9.47, 84.51 ± 8.26 (L), 67.19 ± 6.93 (M), 45.27 ± 4.82 (H), 50.64 ± 5.37 (P) TNF-α(pg/mL) ↑: 26.43 ± 2.71, 84.36 ± 8.12, 73.28 ± 7.15 (L), 58.63 ± 6.04 (M), 39.11 ± 4.18 (H), 43.92 ± 4.56 (P) IL-2(pg/mL) ↑: 18.72 ± 2.06, 52.16 ± 5.31, 45.83 ± 4.87 (L), 37.49 ± 4.02 (M), 26.35 ± 2.94 (H), 29.18 ± 3.12 (P) IL-6(pg/mL) ↑: 40.29 ± 4.11, 127.34 ± 12.06, 110.62 ± 10.73 (L), 89.17 ± 9.05 (M), 61.48 ± 6.52 (H), 68.93 ± 7.04 (P) GSH-Px(U/mg) ↑: 198.54 ± 16.83, 104.27 ± 11.62, 118.35 ± 12.14 (L), 141.09 ± 13.26 (M), 176.82 ± 14.91 (H), 165.47 ± 14.36 (P) bbox=[338, 1491, 540, 1601]
row-disease: Chronic alcoholic liver injury bbox=[6, 646, 75, 651]
row-intervention: Animal: Sprague-Dawley rats (male) Model: Induction of AFAP (100 mg/kg) Treatment: Petroleum ether extract of 700 (L), 1000 (M), 1400 mg/kg (H) for 5 days Positive control: Dimethoxybicarbonate Positive control: Dimethoxybicarbonate (DDB, 100 mg/kg) for 5 days bbox=[156, 273, 330, 309]
row-results: GPT↓, GOT↓, TBIL↓, ALP↓, CAT↑, GSH↑, GPX↑, GST↑, GSR↑, MDA↓, SOD↑ AhR↑ (compared with the model groups) bbox=[338, 57, 526, 69]
row-intervention: Animal: KM mice (male) Model: Induction of ANIT (0.4%, 80 mg/kg) Treatment: Total lignans of 50 (L), 100 (M), 200 (H) mg/kg for 7 days Positive control: Bifendate Pills group (0.15 g/kg) for 7 days bbox=[156, 798, 319, 822]
row-refs: Huang et al. (2017) bbox=[546, 568, 575, 580]
row-results-cell bbox=[336, 271, 544, 349]
row-refs-cell bbox=[544, 464, 590, 566]
table-row bbox=[4, 644, 590, 796]
row-intervention: Animal: KM mice Model: Induction of CCl4 (1%, 5 mL/kg) Treatment: 10 (L), 30 (M), 60 (H) g/kg for 5 weeks bbox=[156, 151, 275, 168]
row-refs: Huang et al. (2017) bbox=[546, 646, 575, 657]
row-disease-cell bbox=[4, 566, 78, 644]
row-intervention-cell bbox=[154, 566, 336, 644]
row-results-cell bbox=[336, 1137, 544, 1215]
row-refs: Li et al. (2019) bbox=[546, 57, 581, 62]
table-row bbox=[4, 796, 590, 1109]
row-results-cell bbox=[336, 566, 544, 644]
row-extract: Ethanol bbox=[80, 251, 98, 256]
row-results: ALT(U/L) ↑: 27.94 ± 4.12, 110.75 ± 14.36, 94.68 ± 11.25 (L), 72.51 ± 10.53 (M), 51.33 ± 7.89 (H), 57.46 ± 8.16 (P) AST(U/L) ↑: 98.43 ± 10.77, 251.66 ± 23.41, 215.22 ± 19.08 (L), 178.91 ± 16.34 (M), 139.72 ± 13.45 (H), 150.28 ± 14.62 (P) ALP(U/L) ↑: 118.36 ± 12.04, 236.51 ± 18.91, 213.43 ± 16.75 (L), 186.02 ± 15.48 (M), 152.64 ± 13.37 (H), 160.83 ± 14.05 (P) TBIL(µmol/L) ↑: 1.84 ± 0.26, 5.17 ± 0.63, 4.52 ± 0.55 (L), 3.71 ± 0.42 (M), 2.68 ± 0.37 (H), 2.91 ± 0.34 (P) MDA(nmol/mg) ↑: 3.02 ± 0.45, 8.77 ± 0.92, 7.49 ± 0.81 (L), 6.05 ± 0.73 (M), 4.31 ± 0.57 (H), 4.82 ± 0.61 (P) SOD(U/mg) ↑: 145.30 ± 12.58, 78.42 ± 9.66, 89.57 ± 10.14 (L), 104.83 ± 11.22 (M), 126.60 ± 11.97 (H), 119.35 ± 12.06 (P) GSH(mg/g) ↑: 28.76 ± 2.91, 13.49 ± 1.62, 15.83 ± 1.87 (L), 19.28 ± 2.03 (M), 24.11 ± 2.45 (H), 22.67 ± 2.31 (P) Hyp(µg/g) ↑: 212.46 ± 20.83, 497.32 ± 38.15, 438.19 ± 33.62 (L), 365.74 ± 30.27 (M), 281.06 ± 25.19 (H), 305.52 ± 26.77 (P) TNF-α(pg/mL) ↑: 23.51 ± 2.67, 71.84 ± 7.06, 62.18 ± 6.35 (L), 49.92 ± 5.48 (M), 34.63 ± 3.92 (H), 38.76 ± 4.15 (P) IL-6(pg/mL) ↑: 48.27 ± 4.88, 139.16 ± 12.94, 121.43 ± 11.37 (L), 98.65 ± 9.72 (M), 70.32 ± 7.18 (H), 77.54 ± 7.64 (P) Histological score ↑: 0.42 ± 0.15, 3.48 ± 0.39, 3.02 ± 0.35 (L), 2.37 ± 0.31 (M), 1.51 ± 0.26 (H), 1.73 ± 0.28 (P) bbox=[338, 1217, 539, 1352]
row-refs: Liu (2017b) bbox=[546, 1606, 574, 1611]
row-intervention: Animal: Sprague-Dawley rats (male) Model: Induction of CCl4 (40%, 25 mL/kg) Treatment: Total lignans of 250 (L), 500 (M), 1000 (H) g/kg for 8 weeks Positive control: Silymarin (50 mg/kg) for 8 weeks bbox=[156, 466, 325, 489]
table-row bbox=[4, 14, 590, 55]
row-refs-cell bbox=[544, 796, 590, 1109]
row-results-cell bbox=[336, 1215, 544, 1354]
row-results-cell bbox=[336, 464, 544, 566]
row-extract: Total lignans bbox=[80, 466, 110, 471]
row-results-cell bbox=[336, 90, 544, 149]
row-disease: Drug-induced liver injury bbox=[6, 251, 66, 256]
row-refs: Tang et al. (2021) bbox=[546, 1447, 587, 1452]
row-results-cell bbox=[336, 1109, 544, 1137]
table-row bbox=[4, 149, 590, 208]
row-disease-cell bbox=[4, 1354, 78, 1445]
row-disease-cell bbox=[4, 149, 78, 208]
row-extract-cell bbox=[78, 271, 154, 349]
row-extract-cell bbox=[78, 55, 154, 90]
row-disease-cell bbox=[4, 1604, 78, 1706]
row-results: AST↓, ALT↓, AKP↓, ALB↑ bbox=[338, 1469, 401, 1474]
row-disease: Liver protection bbox=[6, 151, 44, 156]
header-row bbox=[4, 2, 590, 14]
row-disease: Acute alcoholic liver injury bbox=[6, 568, 70, 573]
row-extract-cell bbox=[78, 14, 154, 55]
row-disease-cell bbox=[4, 644, 78, 796]
row-disease-cell bbox=[4, 1445, 78, 1467]
liver-table bbox=[4, 1, 590, 1706]
row-extract: Total steroids bbox=[80, 1111, 112, 1116]
table-row bbox=[4, 1489, 590, 1604]
row-refs-cell bbox=[544, 149, 590, 208]
row-extract-cell bbox=[78, 1215, 154, 1354]
row-intervention: Animal: KM mice (male) Model: Induction of BCG (2.5 mg BCG) and LPS (10 µg) injection into the tail vein Treatment: Polysaccharide of 0.71 (L), 0.99 (M), 1.84 g/kg (H) for 8 days Positive control: Bifendate (200 mg/kg) for 8 days bbox=[156, 1357, 329, 1386]
table-row bbox=[4, 464, 590, 566]
row-intervention-cell bbox=[154, 464, 336, 566]
row-extract-cell bbox=[78, 1489, 154, 1604]
row-refs: Tang et al. (2020) bbox=[546, 1469, 587, 1474]
row-refs: Chen et al. (2014) bbox=[546, 1139, 588, 1144]
row-intervention: Animal: Sprague-Dawley rats (male) Model: Induction of CCl4 (50%, 2 mL/kg) Treatment: EAEHPS (1 and 4 g/kg) for 6 weeks Positive control: Silymarin (0.1 g/kg) for 6 weeks bbox=[156, 16, 272, 40]
row-results: ALT↓, AST↓, ROS↓, MDA↓, Bax↓, Caspase3↓, Cleaved Caspase3↓, NO-↓, NQO1↑, Cell viability↑, GSH↑ bbox=[338, 251, 538, 262]
header-disease: Liver disease bbox=[4, 2, 78, 14]
row-extract: Herpetin bbox=[80, 1469, 101, 1474]
header-intervention: Animal/cell and intervention bbox=[154, 2, 336, 14]
row-refs: Liu et al. (2017a) bbox=[546, 466, 586, 471]
row-disease: Hepatic fibrosis bbox=[6, 92, 44, 97]
row-refs: Li et al. (2014) bbox=[546, 1217, 581, 1222]
row-intervention: Animal: KM mice (male) Model: 56° Beijing Red Star Ergoutou wine (10 mL/kg) Treatment: Total lignans of 11.4 (L), 22.8 (M), 45.6 (H) mg/kg for 7 days Positive control: Polyene phosphatidylcholine (133 mg/kg) for 30 days bbox=[156, 568, 327, 592]
row-refs: Feng et al. (2016a) bbox=[546, 16, 571, 28]
row-extract: Total lignans bbox=[80, 568, 110, 573]
row-disease: Hepatic fibrosis bbox=[6, 16, 44, 22]
row-intervention-cell bbox=[154, 1215, 336, 1354]
row-intervention-cell bbox=[154, 1467, 336, 1489]
row-disease: Chemical liver injury bbox=[6, 1469, 56, 1474]
row-extract-cell bbox=[78, 249, 154, 271]
row-intervention: Animal: C57BL/6 male mice at 8–10 weeks of age Cell: BRL-3A and AML12 Model: Induction of APAP (300 mg/kg, 40 mM) Treatment: Water extract (0.5 g/kg) in mice for 2 weeks; Water extract (100–400 mL) in BRL-3A for 24 h Water extract (100–400 µg/mL) in AML12 for 8 h bbox=[156, 210, 323, 246]
row-extract-cell bbox=[78, 644, 154, 796]
row-intervention-cell bbox=[154, 1137, 336, 1215]
row-extract-cell bbox=[78, 149, 154, 208]
